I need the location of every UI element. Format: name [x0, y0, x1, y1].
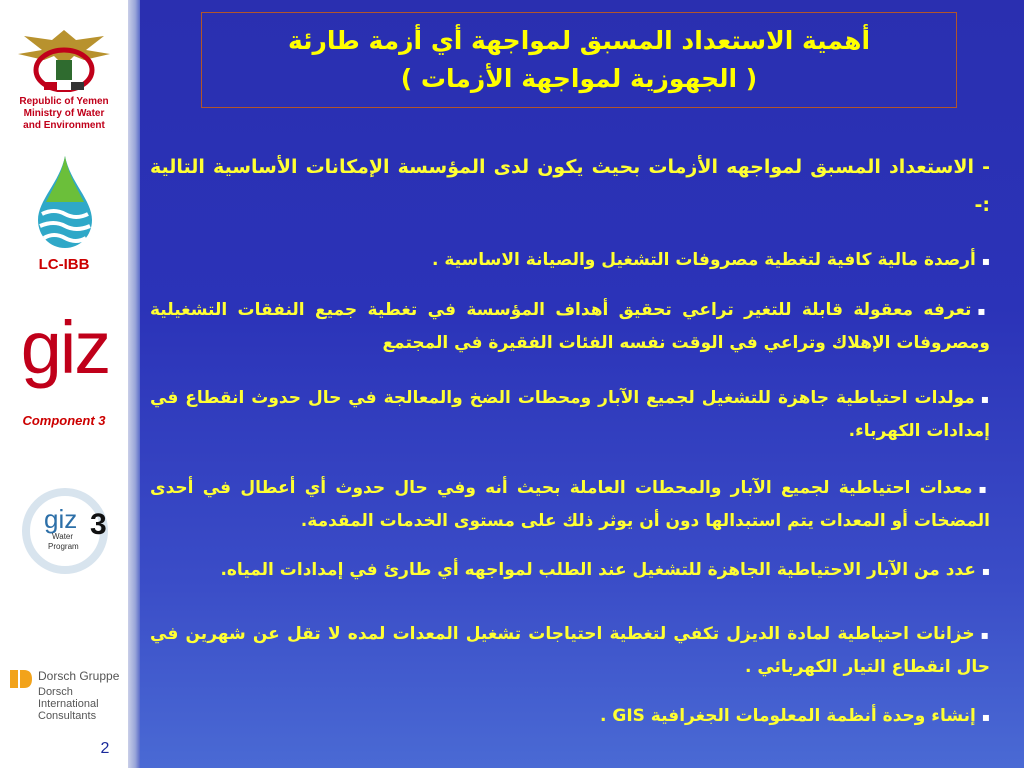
bullet-text: مولدات احتياطية جاهزة للتشغيل لجميع الآبار ومحطات الضخ والمعالجة في حال حدوث انقطاع في إمدادات الكهرباء. — [150, 388, 990, 441]
bullet-text: عدد من الآبار الاحتياطية الجاهزة للتشغيل عند الطلب لمواجهه أي طارئ في إمدادات المياه. — [220, 560, 976, 580]
giz-logo: giz — [20, 306, 110, 389]
bullet-item — [150, 382, 990, 447]
page-number: 2 — [100, 740, 110, 757]
bullet-item — [150, 700, 990, 733]
bullet-icon: ▪ — [981, 564, 990, 578]
giz-water-line2: Program — [48, 542, 79, 551]
slide-title — [201, 12, 957, 108]
component-label: Component 3 — [22, 413, 106, 428]
dorsch-logo-icon — [10, 668, 34, 690]
dorsch-text — [38, 670, 119, 722]
giz-water-line1: Water — [52, 532, 74, 541]
title-line-2: ( الجهوزية لمواجهة الأزمات ) — [400, 64, 758, 93]
sidebar-divider — [128, 0, 140, 768]
giz-water-program-logo — [22, 488, 114, 584]
yemen-emblem-icon — [14, 26, 114, 92]
bullet-text: إنشاء وحدة أنظمة المعلومات الجغرافية GIS . — [599, 706, 976, 726]
org-name — [0, 96, 128, 132]
bullet-item — [150, 294, 990, 359]
org-line-3: and Environment — [23, 120, 105, 131]
intro-paragraph: - الاستعداد المسبق لمواجهه الأزمات بحيث يكون لدى المؤسسة الإمكانات الأساسية التالية :- — [150, 156, 990, 216]
bullet-icon: ▪ — [981, 710, 990, 724]
bullet-icon: ▪ — [981, 254, 990, 268]
project-label: LC-IBB — [38, 256, 90, 273]
bullet-text: خزانات احتياطية لمادة الديزل تكفي لتغطية احتياجات تشغيل المعدات لمده لا تقل عن شهرين في حال انقطاع التيار الكهربائي . — [150, 624, 990, 677]
bullet-item — [150, 244, 990, 277]
bullet-item — [150, 554, 990, 587]
dorsch-line-3: International — [38, 698, 99, 710]
dorsch-line-1: Dorsch Gruppe — [38, 669, 120, 683]
dorsch-line-4: Consultants — [38, 710, 97, 722]
bullet-item — [150, 618, 990, 683]
giz-water-number: 3 — [90, 508, 107, 541]
bullet-icon: ▪ — [977, 304, 990, 318]
bullet-text: أرصدة مالية كافية لتغطية مصروفات التشغيل والصيانة الاساسية . — [431, 250, 976, 270]
org-line-1: Republic of Yemen — [19, 96, 109, 107]
dorsch-line-2: Dorsch — [38, 686, 73, 698]
bullet-icon: ▪ — [980, 628, 991, 642]
bullet-text: تعرفه معقولة قابلة للتغير تراعي تحقيق أهداف المؤسسة في تغطية جميع النفقات التشغيلية ومصروفات الإهلاك وتراعي في الوقت نفسه الفئات الفقيرة في المجتمع — [150, 300, 990, 353]
title-line-1: أهمية الاستعداد المسبق لمواجهة أي أزمة طارئة — [287, 26, 871, 55]
bullet-icon: ▪ — [978, 482, 990, 496]
org-line-2: Ministry of Water — [23, 108, 105, 119]
bullet-item — [150, 472, 990, 537]
bullet-text: معدات احتياطية لجميع الآبار والمحطات العاملة بحيث أنه وفي حال حدوث أي أعطال في أحدى المضخات أو المعدات يتم استبدالها دون أن يوثر ذلك على مستوى الخدمات المقدمة. — [150, 478, 990, 531]
bullet-icon: ▪ — [980, 392, 991, 406]
giz-water-text: giz — [44, 504, 78, 534]
water-drop-icon — [34, 154, 96, 250]
sidebar — [0, 0, 128, 768]
